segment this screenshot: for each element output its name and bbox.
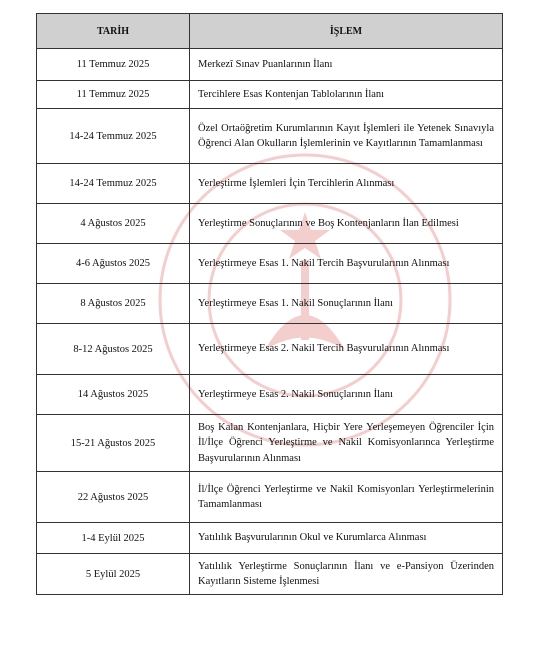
date-cell: 4 Ağustos 2025 — [37, 204, 190, 244]
operation-cell: Yerleştirmeye Esas 2. Nakil Sonuçlarının İlanı — [190, 375, 503, 415]
schedule-table — [36, 13, 503, 595]
table-row — [37, 554, 503, 595]
table-row — [37, 284, 503, 324]
operation-cell: Merkezî Sınav Puanlarının İlanı — [190, 49, 503, 81]
date-cell: 4-6 Ağustos 2025 — [37, 244, 190, 284]
table-header-row — [37, 14, 503, 49]
table-row — [37, 49, 503, 81]
date-cell: 8-12 Ağustos 2025 — [37, 324, 190, 375]
operation-cell: Boş Kalan Kontenjanlara, Hiçbir Yere Yerleşemeyen Öğrenciler İçin İl/İlçe Öğrenci Yerleştirme ve Nakil Komisyonlarınca Yerleştirme Başvurularının Alınması — [190, 415, 503, 472]
date-cell: 14-24 Temmuz 2025 — [37, 164, 190, 204]
operation-cell: Tercihlere Esas Kontenjan Tablolarının İlanı — [190, 81, 503, 109]
date-cell: 15-21 Ağustos 2025 — [37, 415, 190, 472]
operation-cell: Yerleştirmeye Esas 1. Nakil Tercih Başvurularının Alınması — [190, 244, 503, 284]
date-cell: 1-4 Eylül 2025 — [37, 523, 190, 554]
table-row — [37, 375, 503, 415]
date-cell: 11 Temmuz 2025 — [37, 49, 190, 81]
date-cell: 8 Ağustos 2025 — [37, 284, 190, 324]
operation-cell: Yatılılık Yerleştirme Sonuçlarının İlanı ve e-Pansiyon Üzerinden Kayıtların Sisteme İşlenmesi — [190, 554, 503, 595]
table-row — [37, 109, 503, 164]
table-row — [37, 81, 503, 109]
operation-cell: Yatılılık Başvurularının Okul ve Kurumlarca Alınması — [190, 523, 503, 554]
table-row — [37, 523, 503, 554]
table-row — [37, 472, 503, 523]
operation-cell: Yerleştirmeye Esas 1. Nakil Sonuçlarının İlanı — [190, 284, 503, 324]
operation-cell: İl/İlçe Öğrenci Yerleştirme ve Nakil Komisyonları Yerleştirmelerinin Tamamlanması — [190, 472, 503, 523]
operation-cell: Yerleştirme İşlemleri İçin Tercihlerin Alınması — [190, 164, 503, 204]
operation-cell: Özel Ortaöğretim Kurumlarının Kayıt İşlemleri ile Yetenek Sınavıyla Öğrenci Alan Okulların İşlemlerinin ve Kayıtlarının Tamamlanması — [190, 109, 503, 164]
table-row — [37, 415, 503, 472]
table-row — [37, 164, 503, 204]
header-date: TARİH — [37, 14, 190, 49]
header-operation: İŞLEM — [190, 14, 503, 49]
operation-cell: Yerleştirmeye Esas 2. Nakil Tercih Başvurularının Alınması — [190, 324, 503, 375]
date-cell: 22 Ağustos 2025 — [37, 472, 190, 523]
table-row — [37, 324, 503, 375]
date-cell: 14 Ağustos 2025 — [37, 375, 190, 415]
date-cell: 5 Eylül 2025 — [37, 554, 190, 595]
date-cell: 14-24 Temmuz 2025 — [37, 109, 190, 164]
date-cell: 11 Temmuz 2025 — [37, 81, 190, 109]
operation-cell: Yerleştirme Sonuçlarının ve Boş Kontenjanların İlan Edilmesi — [190, 204, 503, 244]
table-row — [37, 244, 503, 284]
table-row — [37, 204, 503, 244]
